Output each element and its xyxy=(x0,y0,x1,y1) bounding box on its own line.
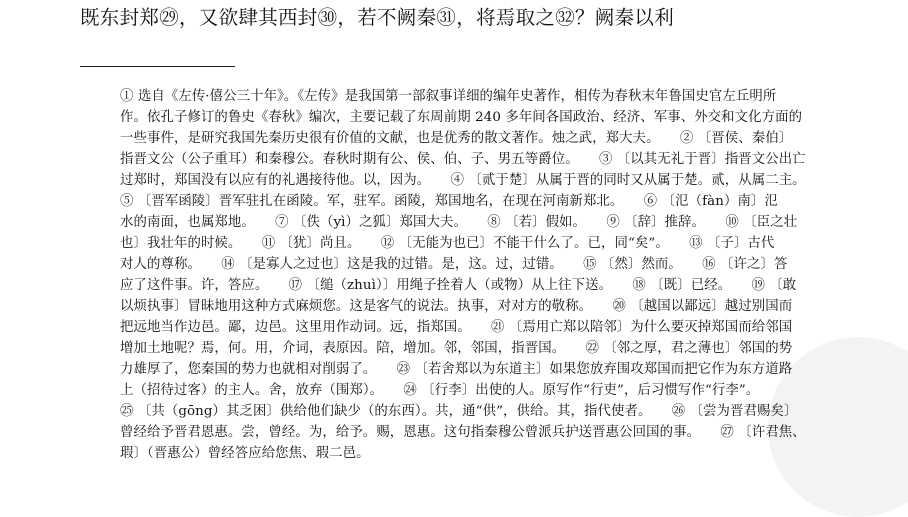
footnote-line: 过郑时，郑国没有以应有的礼遇接待他。以，因为。 ④ 〔贰于楚〕从属于晋的同时又从属于楚。贰，从属二主。 xyxy=(120,173,806,188)
main-text-line: 既东封郑㉙，又欲肆其西封㉚，若不阙秦㉛，将焉取之㉜？阙秦以利 xyxy=(80,6,675,29)
footnote-line: 以烦执事〕冒昧地用这种方式麻烦您。这是客气的说法。执事，对对方的敬称。 ⑳ 〔越国以鄙远〕越过别国而 xyxy=(120,299,793,314)
footnote-line: 曾经给予晋君恩惠。尝，曾经。为，给予。赐，恩惠。这句指秦穆公曾派兵护送晋惠公回国的事。 ㉗ 〔许君焦、 xyxy=(120,425,806,440)
footnote-line: 对人的尊称。 ⑭ 〔是寡人之过也〕这是我的过错。是，这。过，过错。 ⑮ 〔然〕然而。 ⑯ 〔许之〕答 xyxy=(120,257,788,272)
footnote-line: ㉕ 〔共（gōng）其乏困〕供给他们缺少（的东西）。共，通“供”，供给。其，指代使者。 ㉖ 〔尝为晋君赐矣〕 xyxy=(120,404,798,419)
footnote-line: 作。依孔子修订的鲁史《春秋》编次，主要记载了东周前期 240 多年间各国政治、经济、军事、外交和文化方面的 xyxy=(120,110,803,125)
footnote-line: 力雄厚了，您秦国的势力也就相对削弱了。 ㉓ 〔若舍郑以为东道主〕如果您放弃围攻郑国而把它作为东方道路 xyxy=(120,362,793,377)
footnote-line: 瑕〕（晋惠公）曾经答应给您焦、瑕二邑。 xyxy=(120,446,370,461)
footnote-line: 上（招待过客）的主人。舍，放弃（围郑）。 ㉔ 〔行李〕出使的人。原写作“行吏”，后习惯写作“行李”。 xyxy=(120,383,760,398)
footnote-divider xyxy=(80,66,235,67)
footnote-line: ① 选自《左传·僖公三十年》。《左传》是我国第一部叙事详细的编年史著作，相传为春秋末年鲁国史官左丘明所 xyxy=(120,89,777,104)
footnote-line: 应了这件事。许，答应。 ⑰ 〔缒（zhuì）〕用绳子拴着人（或物）从上往下送。 ⑱ 〔既〕已经。 ⑲ 〔敢 xyxy=(120,278,797,293)
footnote-line: 一些事件，是研究我国先秦历史很有价值的文献，也是优秀的散文著作。烛之武，郑大夫。 ② 〔晋侯、秦伯〕 xyxy=(120,131,793,146)
footnote-line: 指晋文公（公子重耳）和秦穆公。春秋时期有公、侯、伯、子、男五等爵位。 ③ 〔以其无礼于晋〕指晋文公出亡 xyxy=(120,152,806,167)
footnote-line: ⑤ 〔晋军函陵〕晋军驻扎在函陵。军，驻军。函陵，郑国地名，在现在河南新郑北。 ⑥ 〔氾（fàn）南〕氾 xyxy=(120,194,778,209)
footnote-line: 把远地当作边邑。鄙，边邑。这里用作动词。远，指郑国。 ㉑ 〔焉用亡郑以陪邻〕为什么要灭掉郑国而给邻国 xyxy=(120,320,793,335)
footnotes xyxy=(120,86,890,464)
footnote-line: 增加土地呢？焉，何。用，介词，表原因。陪，增加。邻，邻国，指晋国。 ㉒ 〔邻之厚，君之薄也〕邻国的势 xyxy=(120,341,793,356)
footnote-line: 也〕我壮年的时候。 ⑪ 〔犹〕尚且。 ⑫ 〔无能为也已〕不能干什么了。已，同“矣”。 ⑬ 〔子〕古代 xyxy=(120,236,775,251)
footnote-line: 水的南面，也属郑地。 ⑦ 〔佚（yì）之狐〕郑国大夫。 ⑧ 〔若〕假如。 ⑨ 〔辞〕推辞。 ⑩ 〔臣之壮 xyxy=(120,215,798,230)
